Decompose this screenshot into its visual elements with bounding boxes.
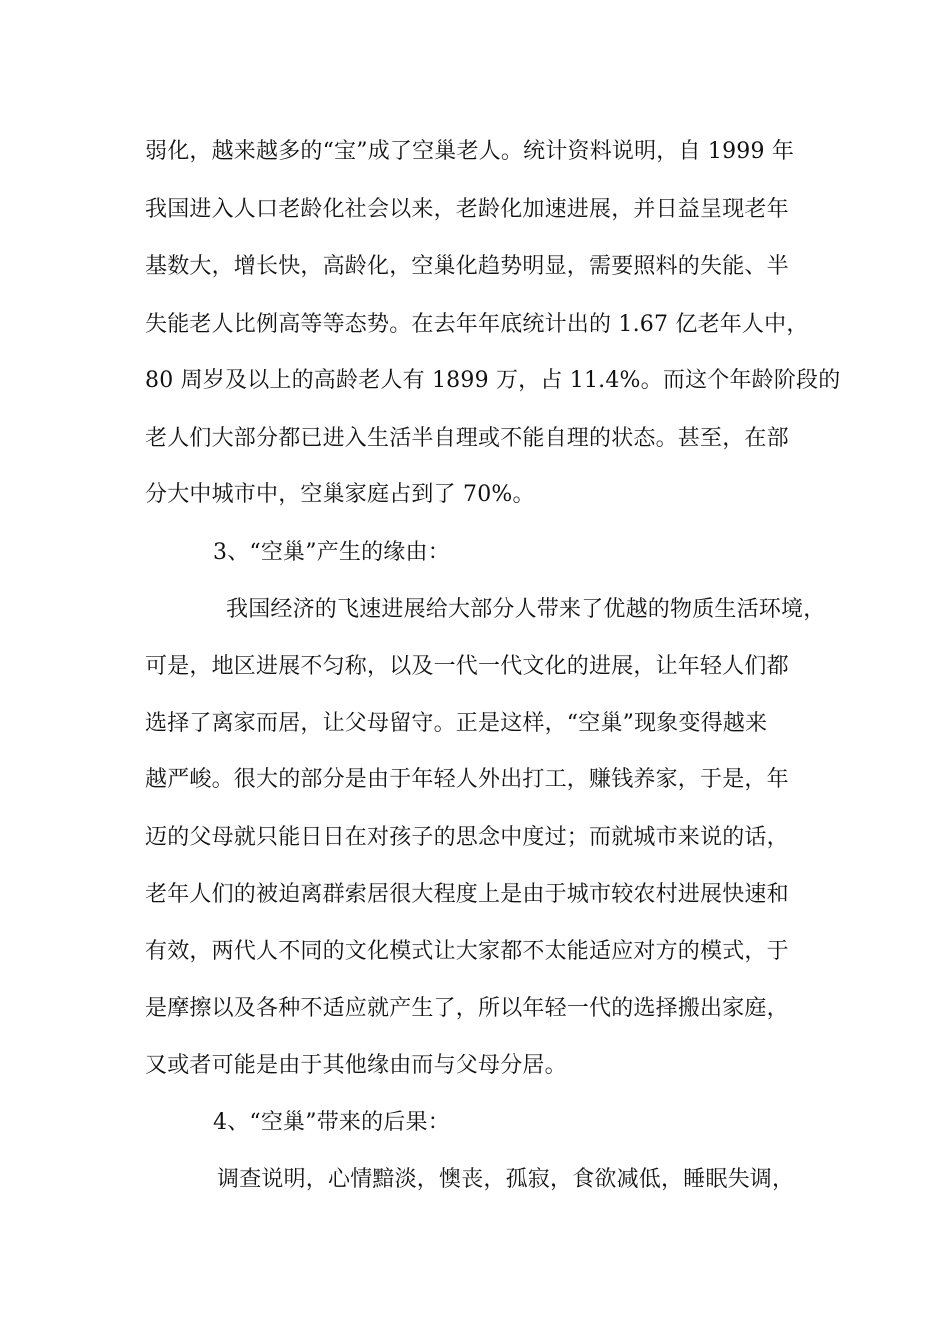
text-line: 又或者可能是由于其他缘由而与父母分居。 [145,1053,567,1078]
text-line: 80 周岁及以上的高龄老人有 1899 万，占 11.4%。而这个年龄阶段的 [145,368,841,393]
text-line: 我国进入人口老龄化社会以来，老龄化加速进展，并日益呈现老年 [145,197,789,222]
text-line: 可是，地区进展不匀称，以及一代一代文化的进展，让年轻人们都 [145,654,789,679]
text-line: 越严峻。很大的部分是由于年轻人外出打工，赚钱养家，于是，年 [145,767,789,792]
text-line: 调查说明，心情黯淡，懊丧，孤寂，食欲减低，睡眠失调， [217,1167,795,1192]
text-line: 我国经济的飞速进展给大部分人带来了优越的物质生活环境， [226,597,826,622]
text-line: 老人们大部分都已进入生活半自理或不能自理的状态。甚至，在部 [145,426,789,451]
text-line: 失能老人比例高等等态势。在去年年底统计出的 1.67 亿老年人中， [145,312,809,337]
text-line: 迈的父母就只能日日在对孩子的思念中度过；而就城市来说的话， [145,825,789,850]
section-heading: 3、“空巢”产生的缘由： [213,540,450,565]
text-line: 弱化，越来越多的“宝”成了空巢老人。统计资料说明，自 1999 年 [145,139,795,164]
text-line: 老年人们的被迫离群索居很大程度上是由于城市较农村进展快速和 [145,882,789,907]
text-line: 是摩擦以及各种不适应就产生了，所以年轻一代的选择搬出家庭， [145,996,789,1021]
text-line: 选择了离家而居，让父母留守。正是这样，“空巢”现象变得越来 [145,711,768,736]
section-heading: 4、“空巢”带来的后果： [213,1110,450,1135]
text-line: 有效，两代人不同的文化模式让大家都不太能适应对方的模式，于 [145,939,789,964]
text-line: 基数大，增长快，高龄化，空巢化趋势明显，需要照料的失能、半 [145,254,789,279]
text-line: 分大中城市中，空巢家庭占到了 70%。 [145,482,535,507]
